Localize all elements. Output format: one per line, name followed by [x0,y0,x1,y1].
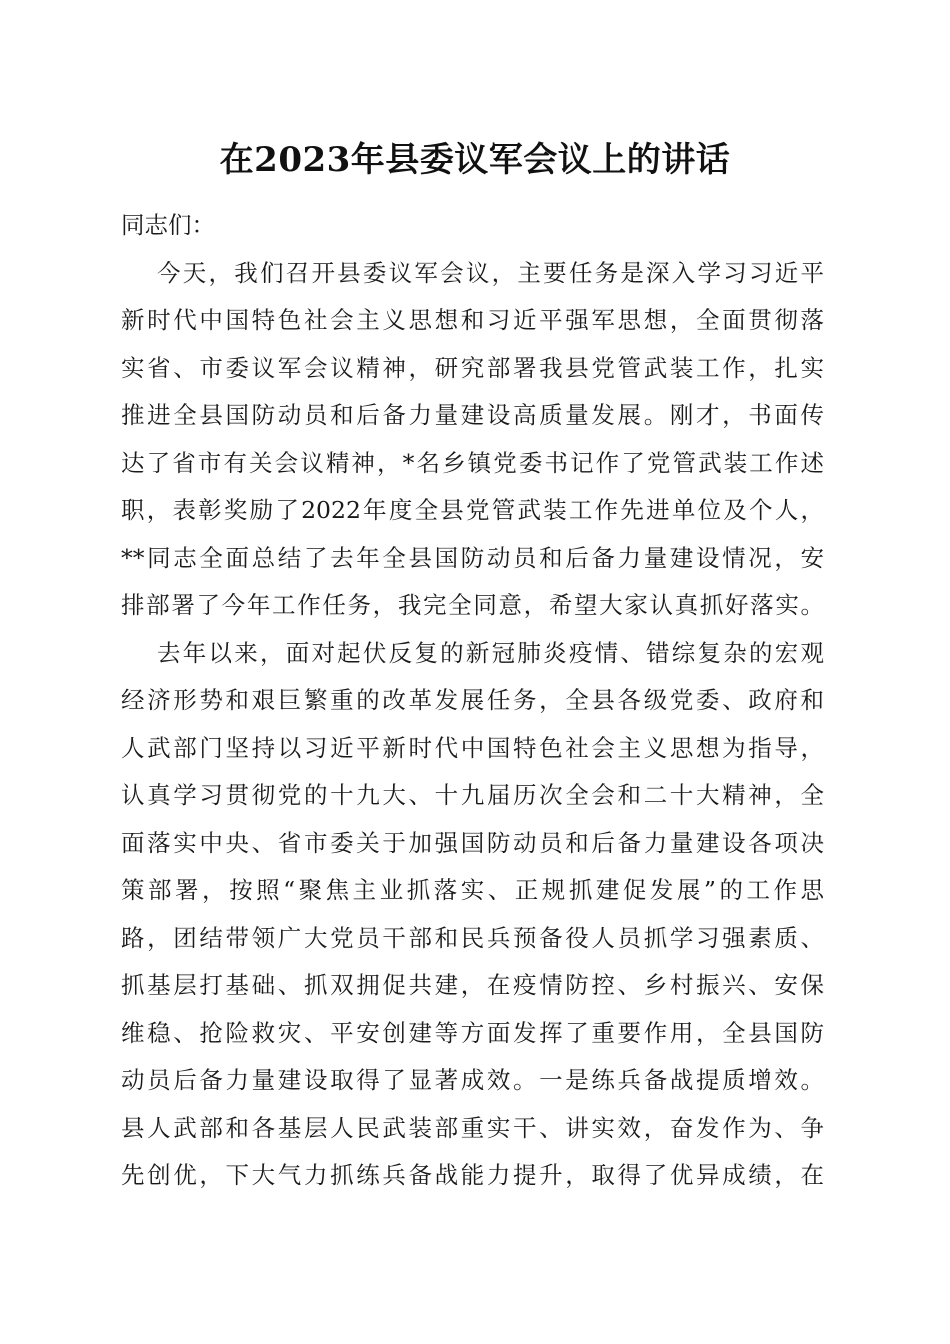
paragraph-line: 动员后备力量建设取得了显著成效。一是练兵备战提质增效。 [121,1066,824,1094]
paragraph-line: 人武部门坚持以习近平新时代中国特色社会主义思想为指导， [121,733,824,762]
paragraph-line: 维稳、抢险救灾、平安创建等方面发挥了重要作用，全县国防 [121,1018,824,1047]
paragraph-1 [121,250,824,630]
paragraph-line: 去年以来，面对起伏反复的新冠肺炎疫情、错综复杂的宏观 [157,638,824,667]
paragraph-line: 职，表彰奖励了2022年度全县党管武装工作先进单位及个人， [121,496,824,524]
paragraph-line: 策部署，按照“聚焦主业抓落实、正规抓建促发展”的工作思 [121,876,824,904]
paragraph-line: 达了省市有关会议精神，*名乡镇党委书记作了党管武装工作述 [121,448,824,477]
paragraph-line: 面落实中央、省市委关于加强国防动员和后备力量建设各项决 [121,828,824,857]
paragraph-line: 抓基层打基础、抓双拥促共建，在疫情防控、乡村振兴、安保 [121,971,824,999]
document-title: 在2023年县委议军会议上的讲话 [219,140,731,180]
paragraph-line: 路，团结带领广大党员干部和民兵预备役人员抓学习强素质、 [121,923,824,952]
paragraph-line: 实省、市委议军会议精神，研究部署我县党管武装工作，扎实 [121,353,824,382]
salutation: 同志们： [121,211,215,239]
paragraph-line: 认真学习贯彻党的十九大、十九届历次全会和二十大精神，全 [121,781,824,809]
paragraph-line: 经济形势和艰巨繁重的改革发展任务，全县各级党委、政府和 [121,686,824,714]
paragraph-line: 新时代中国特色社会主义思想和习近平强军思想，全面贯彻落 [121,306,824,334]
paragraph-line: 先创优，下大气力抓练兵备战能力提升，取得了优异成绩，在 [121,1161,824,1189]
paragraph-line: 排部署了今年工作任务，我完全同意，希望大家认真抓好落实。 [121,591,824,619]
paragraph-line: 县人武部和各基层人民武装部重实干、讲实效，奋发作为、争 [121,1113,824,1142]
paragraph-line: 推进全县国防动员和后备力量建设高质量发展。刚才，书面传 [121,401,824,429]
paragraph-2 [121,630,824,1200]
paragraph-line: 今天，我们召开县委议军会议，主要任务是深入学习习近平 [157,258,824,287]
paragraph-line: **同志全面总结了去年全县国防动员和后备力量建设情况，安 [121,543,824,572]
document-body [121,202,824,1200]
